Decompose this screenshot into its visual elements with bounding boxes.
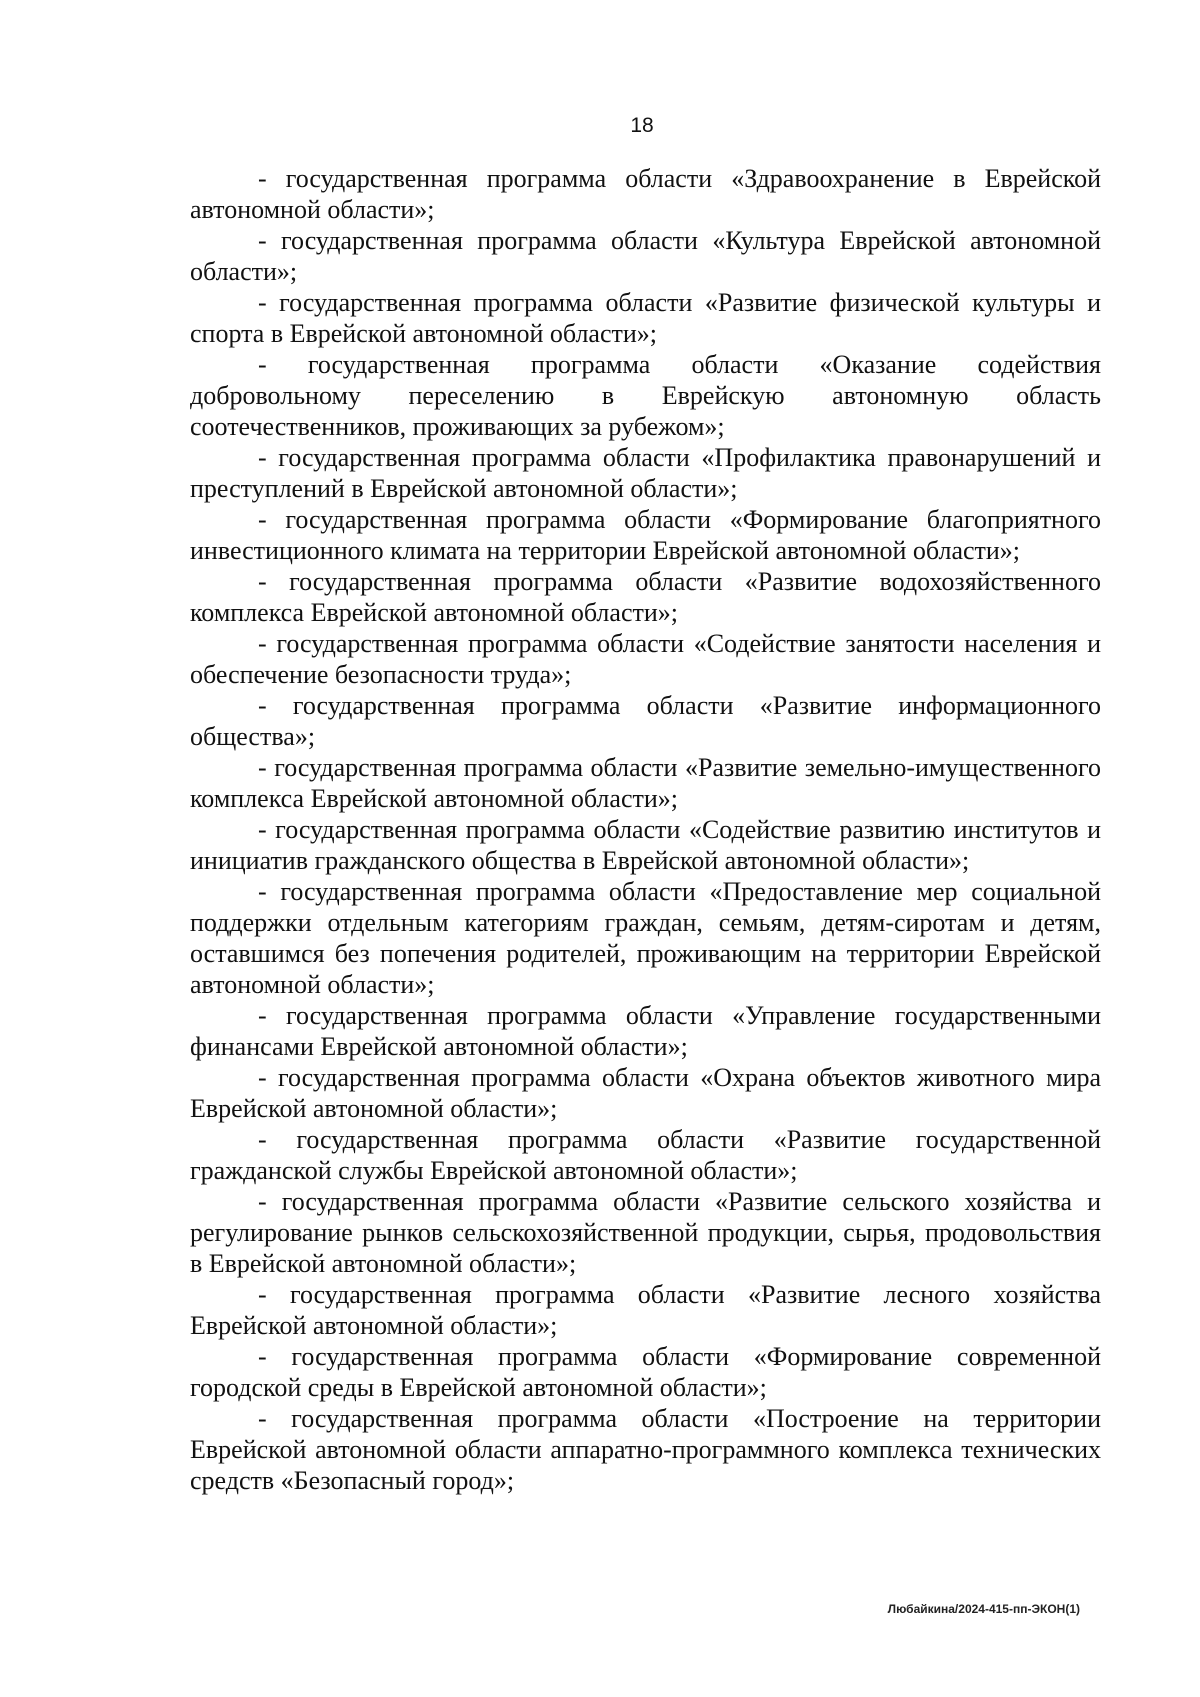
list-item: - государственная программа области «Содействие занятости населения и обеспечение безопасности труда»; (190, 629, 1101, 689)
document-code: Любайкина/2024-415-пп-ЭКОН(1) (887, 1602, 1080, 1616)
list-item: - государственная программа области «Построение на территории Еврейской автономной области аппаратно-программного комплекса технических средств «Безопасный город»; (190, 1404, 1101, 1495)
list-item: - государственная программа области «Оказание содействия добровольному переселению в Еврейскую автономную область соотечественников, проживающих за рубежом»; (190, 350, 1101, 441)
list-item: - государственная программа области «Здравоохранение в Еврейской автономной области»; (190, 164, 1101, 224)
list-item: - государственная программа области «Развитие информационного общества»; (190, 691, 1101, 751)
list-item: - государственная программа области «Предоставление мер социальной поддержки отдельным категориям граждан, семьям, детям-сиротам и детям, оставшимся без попечения родителей, проживающим на территории Еврейской автономной области»; (190, 877, 1101, 999)
list-item: - государственная программа области «Развитие сельского хозяйства и регулирование рынков сельскохозяйственной продукции, сырья, продовольствия в Еврейской автономной области»; (190, 1187, 1101, 1278)
list-item: - государственная программа области «Развитие лесного хозяйства Еврейской автономной области»; (190, 1280, 1101, 1340)
list-item: - государственная программа области «Формирование современной городской среды в Еврейской автономной области»; (190, 1342, 1101, 1402)
document-body (190, 163, 1101, 1496)
page-number: 18 (630, 114, 654, 137)
list-item: - государственная программа области «Культура Еврейской автономной области»; (190, 226, 1101, 286)
list-item: - государственная программа области «Развитие физической культуры и спорта в Еврейской автономной области»; (190, 288, 1101, 348)
list-item: - государственная программа области «Профилактика правонарушений и преступлений в Еврейской автономной области»; (190, 443, 1101, 503)
list-item: - государственная программа области «Содействие развитию институтов и инициатив гражданского общества в Еврейской автономной области»; (190, 815, 1101, 875)
list-item: - государственная программа области «Управление государственными финансами Еврейской автономной области»; (190, 1001, 1101, 1061)
list-item: - государственная программа области «Развитие земельно-имущественного комплекса Еврейской автономной области»; (190, 753, 1101, 813)
list-item: - государственная программа области «Развитие государственной гражданской службы Еврейской автономной области»; (190, 1125, 1101, 1185)
list-item: - государственная программа области «Охрана объектов животного мира Еврейской автономной области»; (190, 1063, 1101, 1123)
list-item: - государственная программа области «Формирование благоприятного инвестиционного климата на территории Еврейской автономной области»; (190, 505, 1101, 565)
list-item: - государственная программа области «Развитие водохозяйственного комплекса Еврейской автономной области»; (190, 567, 1101, 627)
